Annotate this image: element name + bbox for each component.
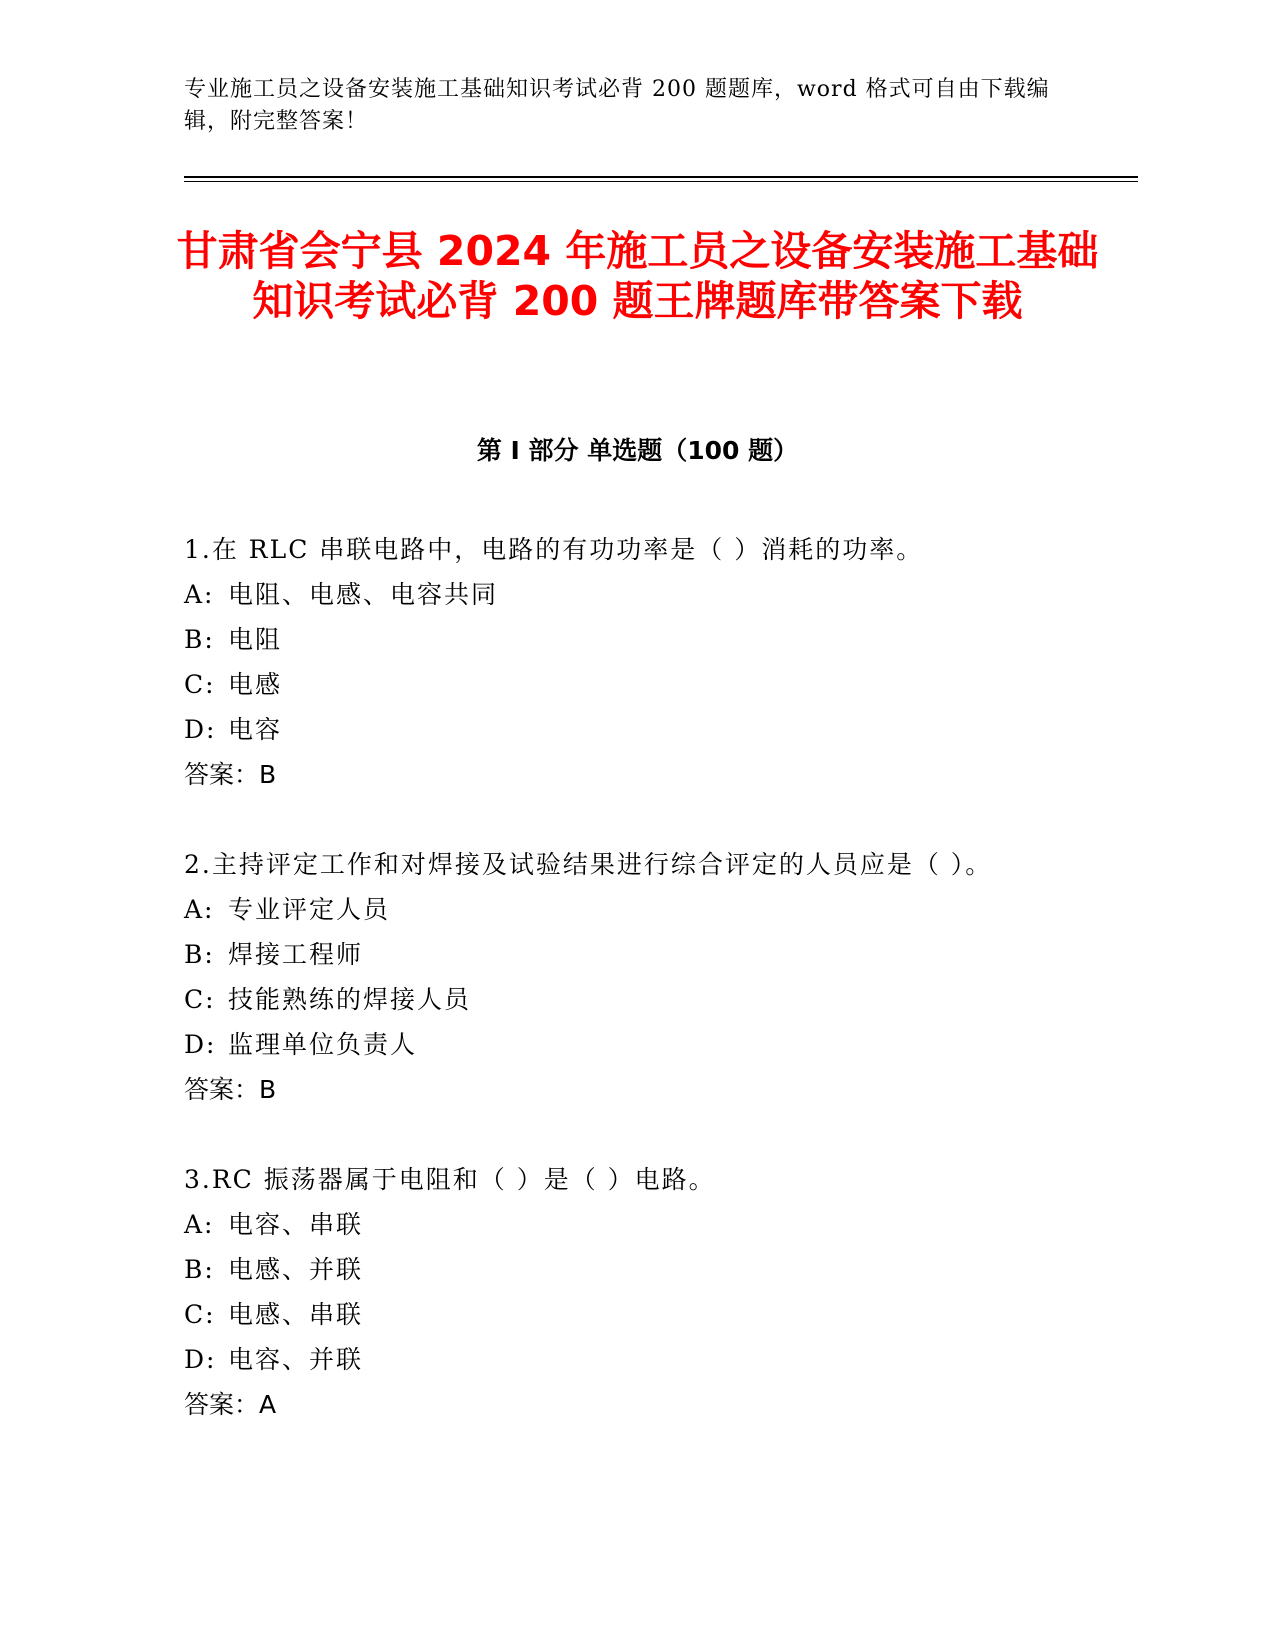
question-2 [184,842,1124,1112]
question-stem: 1.在 RLC 串联电路中，电路的有功功率是（ ）消耗的功率。 [184,535,924,564]
question-stem: 2.主持评定工作和对焊接及试验结果进行综合评定的人员应是（ ）。 [184,850,993,879]
option-key: D: [184,1030,217,1059]
option-text: 电感、并联 [228,1255,364,1284]
option-d [184,1022,1124,1067]
option-c [184,977,1124,1022]
question-list [184,527,1124,1472]
answer-line: 答案：B [184,1075,277,1104]
option-b [184,617,1124,662]
option-a [184,887,1124,932]
option-key: B: [184,940,215,969]
option-d [184,1337,1124,1382]
section-title: 第 I 部分 单选题（100 题） [476,436,799,465]
option-b [184,932,1124,977]
option-a [184,1202,1124,1247]
header-note: 专业施工员之设备安装施工基础知识考试必背 200 题题库，word 格式可自由下载编辑，附完整答案！ [184,77,1050,134]
option-text: 监理单位负责人 [228,1030,418,1059]
option-text: 电容、并联 [228,1345,364,1374]
option-text: 技能熟练的焊接人员 [228,985,472,1014]
option-text: 电容 [228,715,283,744]
question-3 [184,1157,1124,1427]
option-text: 电感 [228,670,283,699]
document-title: 甘肃省会宁县 2024 年施工员之设备安装施工基础知识考试必背 200 题王牌题库带答案下载 [176,227,1099,325]
option-key: A: [184,1210,215,1239]
option-key: A: [184,895,215,924]
option-text: 电感、串联 [228,1300,364,1329]
option-b [184,1247,1124,1292]
option-key: C: [184,985,216,1014]
option-text: 焊接工程师 [228,940,364,969]
answer-line: 答案：A [184,1390,277,1419]
header-rule-thick [184,176,1138,178]
header-rule-thin [184,181,1138,182]
option-key: D: [184,1345,217,1374]
option-text: 电容、串联 [228,1210,364,1239]
option-d [184,707,1124,752]
option-c [184,662,1124,707]
option-text: 专业评定人员 [228,895,391,924]
option-key: B: [184,625,215,654]
question-1 [184,527,1124,797]
option-text: 电阻、电感、电容共同 [228,580,499,609]
option-c [184,1292,1124,1337]
option-key: A: [184,580,215,609]
option-text: 电阻 [228,625,283,654]
option-key: C: [184,1300,216,1329]
option-key: D: [184,715,217,744]
option-a [184,572,1124,617]
option-key: C: [184,670,216,699]
answer-line: 答案：B [184,760,277,789]
question-stem: 3.RC 振荡器属于电阻和（ ）是（ ）电路。 [184,1165,716,1194]
option-key: B: [184,1255,215,1284]
